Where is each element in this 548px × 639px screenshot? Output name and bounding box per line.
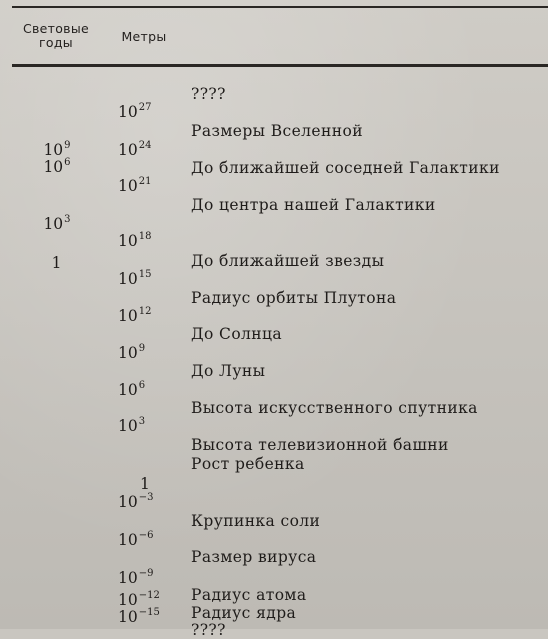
meter-mark: $10^3$ [118,416,146,435]
scale-description: Высота искусственного спутника [191,399,478,417]
scale-description: Радиус ядра [191,604,297,622]
scale-description: Высота телевизионной башни [191,436,449,454]
scale-description: До ближайшей соседней Галактики [191,159,500,177]
table-top-rule [12,6,548,8]
scale-description: ???? [191,621,226,639]
meter-mark: $10^{-15}$ [118,607,160,626]
scale-description: До центра нашей Галактики [191,196,436,214]
meter-mark: $10^{12}$ [118,306,152,325]
meter-mark: $10^{21}$ [118,176,152,195]
table-header-rule [12,64,548,67]
meter-mark: $10^{-6}$ [118,530,154,549]
meter-mark: $10^{-3}$ [118,492,154,511]
light-year-mark: $10^6$ [43,157,71,176]
light-years-header-line2: годы [39,35,73,50]
meter-mark: $10^9$ [118,343,146,362]
scale-description: Крупинка соли [191,512,321,530]
meter-mark: 1 [140,475,150,493]
scale-description: Рост ребенка [191,455,305,473]
scale-description: ???? [191,85,226,103]
scale-description: Радиус атома [191,586,307,604]
meter-mark: $10^{18}$ [118,231,152,250]
light-year-mark: 1 [51,254,62,272]
scale-description: До ближайшей звезды [191,252,385,270]
meter-mark: $10^{24}$ [118,140,152,159]
meter-mark: $10^{15}$ [118,269,152,288]
light-years-column-header [14,22,98,50]
scale-description: Размеры Вселенной [191,122,363,140]
meter-mark: $10^{-12}$ [118,590,160,609]
scale-description: Размер вируса [191,548,317,566]
light-years-header-line1: Световые [22,21,90,36]
scale-description: До Луны [191,362,266,380]
meter-mark: $10^6$ [118,380,146,399]
meter-mark: $10^{27}$ [118,102,152,121]
light-year-mark: $10^3$ [43,214,71,233]
light-year-mark: $10^9$ [43,140,71,159]
scale-description: Радиус орбиты Плутона [191,289,397,307]
meter-mark: $10^{-9}$ [118,568,154,587]
meters-column-header: Метры [121,29,167,44]
scale-description: До Солнца [191,325,283,343]
